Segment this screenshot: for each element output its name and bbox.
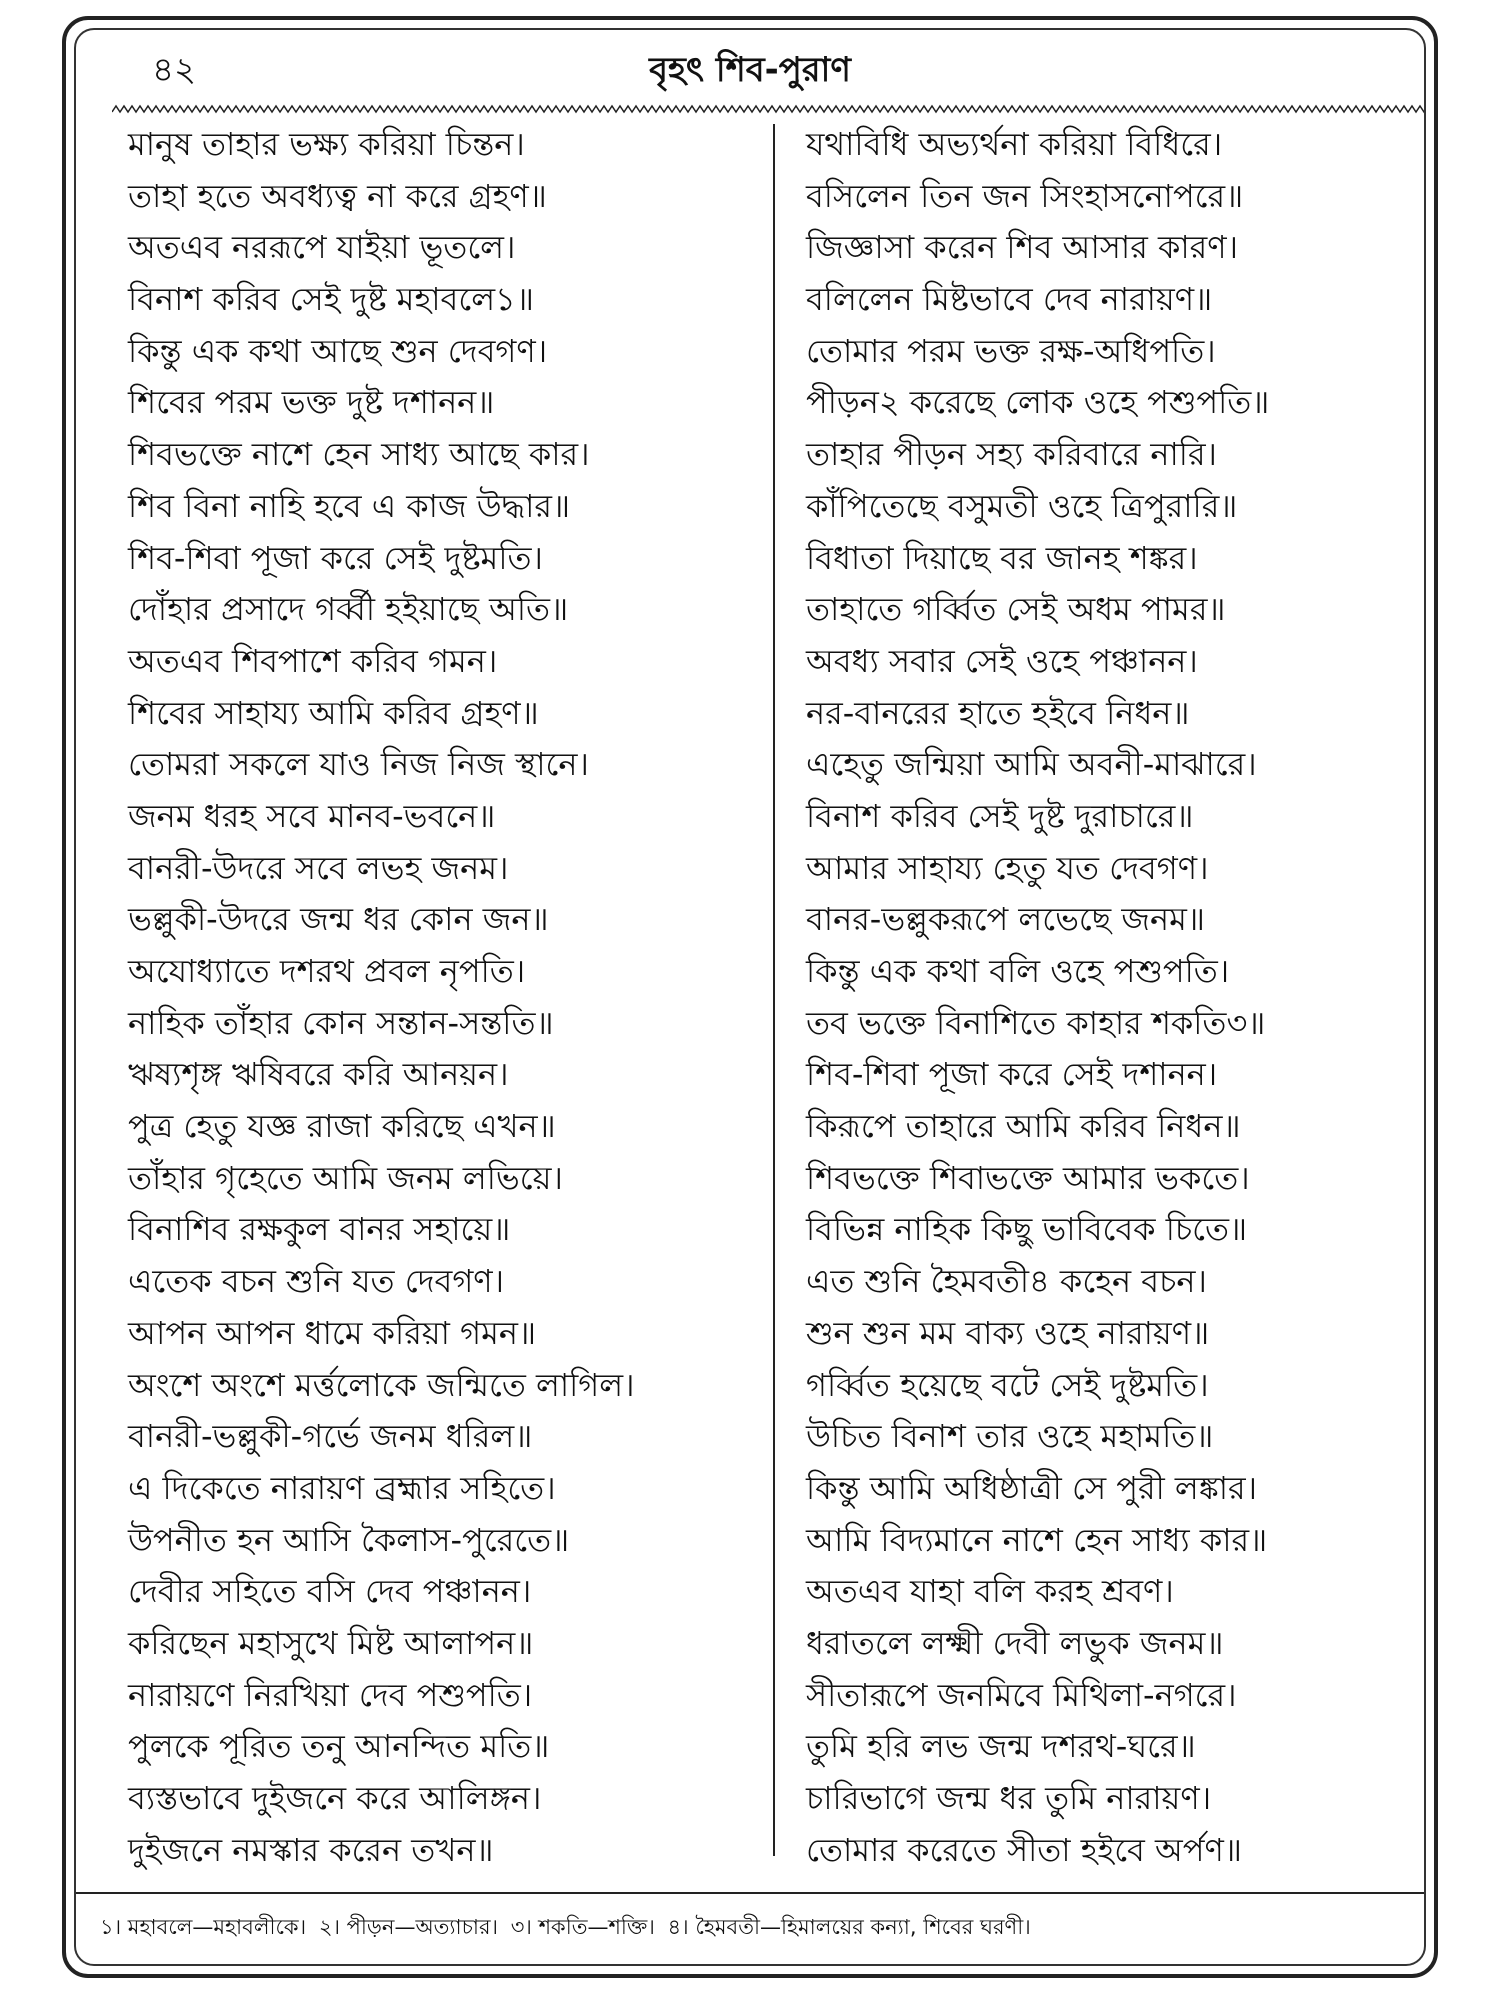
verse-line: শিবের সাহায্য আমি করিব গ্রহণ॥ — [128, 693, 539, 732]
verse-line: কিরূপে তাহারে আমি করিব নিধন॥ — [806, 1107, 1241, 1146]
verse-line: ভল্লুকী-উদরে জন্ম ধর কোন জন॥ — [128, 900, 549, 939]
footnote-1: ১। মহাবলে—মহাবলীকে। — [100, 1915, 307, 1939]
verse-line: জিজ্ঞাসা করেন শিব আসার কারণ। — [806, 228, 1239, 267]
verse-line: শিবভক্তে নাশে হেন সাধ্য আছে কার। — [128, 435, 590, 474]
verse-line: তুমি হরি লভ জন্ম দশরথ-ঘরে॥ — [806, 1727, 1196, 1766]
verse-line: বানরী-ভল্লুকী-গর্ভে জনম ধরিল॥ — [128, 1417, 533, 1456]
verse-line: চারিভাগে জন্ম ধর তুমি নারায়ণ। — [806, 1779, 1212, 1817]
verse-line: আপন আপন ধামে করিয়া গমন॥ — [128, 1313, 537, 1352]
verse-line: কিন্তু এক কথা বলি ওহে পশুপতি। — [806, 952, 1230, 990]
verse-line: গর্ব্বিত হয়েছে বটে সেই দুষ্টমতি। — [806, 1365, 1209, 1404]
verse-line: বিধাতা দিয়াছে বর জানহ শঙ্কর। — [806, 538, 1198, 577]
verse-line: কিন্তু আমি অধিষ্ঠাত্রী সে পুরী লঙ্কার। — [806, 1468, 1258, 1507]
verse-line: এতেক বচন শুনি যত দেবগণ। — [128, 1262, 505, 1301]
verse-line: তাহার পীড়ন সহ্য করিবারে নারি। — [806, 435, 1217, 474]
verse-line: শিব বিনা নাহি হবে এ কাজ উদ্ধার॥ — [128, 486, 571, 525]
verse-line: অংশে অংশে মর্ত্তলোকে জন্মিতে লাগিল। — [128, 1365, 635, 1404]
verse-line: আমার সাহায্য হেতু যত দেবগণ। — [806, 848, 1209, 887]
verse-line: ঋষ্যশৃঙ্গ ঋষিবরে করি আনয়ন। — [128, 1055, 509, 1094]
verse-line: বিনাশ করিব সেই দুষ্ট মহাবলে১॥ — [128, 280, 534, 319]
verse-line: করিছেন মহাসুখে মিষ্ট আলাপন॥ — [128, 1623, 534, 1662]
verse-line: মানুষ তাহার ভক্ষ্য করিয়া চিন্তন। — [128, 125, 525, 163]
verse-line: শিব-শিবা পূজা করে সেই দুষ্টমতি। — [128, 538, 543, 577]
verse-line: দুইজনে নমস্কার করেন তখন॥ — [128, 1830, 494, 1869]
footnotes — [100, 1912, 1416, 1942]
verse-line: শিব-শিবা পূজা করে সেই দশানন। — [806, 1055, 1218, 1094]
verse-line: বানরী-উদরে সবে লভহ জনম। — [128, 848, 509, 887]
footnote-4: ৪। হৈমবতী—হিমালয়ের কন্যা, শিবের ঘরণী। — [667, 1915, 1031, 1939]
verse-line: বিনাশিব রক্ষকুল বানর সহায়ে॥ — [128, 1210, 511, 1249]
verse-line: বিভিন্ন নাহিক কিছু ভাবিবেক চিতে॥ — [806, 1210, 1248, 1249]
verse-line: শিবের পরম ভক্ত দুষ্ট দশানন॥ — [128, 383, 495, 422]
verse-line: জনম ধরহ সবে মানব-ভবনে॥ — [128, 796, 496, 835]
verse-line: তোমার পরম ভক্ত রক্ষ-অধিপতি। — [806, 331, 1216, 370]
left-verse-column — [128, 122, 748, 1872]
verse-line: বলিলেন মিষ্টভাবে দেব নারায়ণ॥ — [806, 280, 1213, 319]
verse-line: ব্যস্তভাবে দুইজনে করে আলিঙ্গন। — [128, 1779, 542, 1817]
verse-line: এহেতু জন্মিয়া আমি অবনী-মাঝারে। — [806, 745, 1257, 784]
verse-line: অতএব যাহা বলি করহ শ্রবণ। — [806, 1572, 1174, 1611]
verse-line: শিবভক্তে শিবাভক্তে আমার ভকতে। — [806, 1158, 1250, 1197]
verse-line: এত শুনি হৈমবতী৪ কহেন বচন। — [806, 1262, 1207, 1301]
right-verse-column — [806, 122, 1418, 1872]
verse-line: বিনাশ করিব সেই দুষ্ট দুরাচারে॥ — [806, 796, 1194, 835]
verse-line: তাহাতে গর্ব্বিত সেই অধম পামর॥ — [806, 590, 1226, 629]
verse-line: তাঁহার গৃহেতে আমি জনম লভিয়ে। — [128, 1158, 563, 1197]
verse-line: পুলকে পূরিত তনু আনন্দিত মতি॥ — [128, 1727, 550, 1766]
verse-line: কিন্তু এক কথা আছে শুন দেবগণ। — [128, 331, 548, 370]
verse-line: নর-বানরের হাতে হইবে নিধন॥ — [806, 693, 1190, 732]
verse-line: তাহা হতে অবধ্যত্ব না করে গ্রহণ॥ — [128, 176, 547, 215]
verse-line: পীড়ন২ করেছে লোক ওহে পশুপতি॥ — [806, 383, 1270, 422]
verse-line: অতএব নররূপে যাইয়া ভূতলে। — [128, 228, 516, 267]
verse-line: পুত্র হেতু যজ্ঞ রাজা করিছে এখন॥ — [128, 1107, 556, 1146]
verse-line: উচিত বিনাশ তার ওহে মহামতি॥ — [806, 1417, 1214, 1456]
verse-line: অবধ্য সবার সেই ওহে পঞ্চানন। — [806, 641, 1198, 680]
verse-line: নারায়ণে নিরখিয়া দেব পশুপতি। — [128, 1675, 533, 1714]
verse-line: ধরাতলে লক্ষ্মী দেবী লভুক জনম॥ — [806, 1623, 1224, 1662]
verse-line: আমি বিদ্যমানে নাশে হেন সাধ্য কার॥ — [806, 1520, 1268, 1559]
verse-line: কাঁপিতেছে বসুমতী ওহে ত্রিপুরারি॥ — [806, 486, 1238, 525]
verse-line: অযোধ্যাতে দশরথ প্রবল নৃপতি। — [128, 952, 526, 990]
verse-line: যথাবিধি অভ্যর্থনা করিয়া বিধিরে। — [806, 125, 1223, 163]
footnote-divider — [76, 1892, 1424, 1894]
verse-line: দোঁহার প্রসাদে গর্ব্বী হইয়াছে অতি॥ — [128, 590, 569, 629]
verse-line: তোমার করেতে সীতা হইবে অর্পণ॥ — [806, 1830, 1242, 1869]
verse-line: অতএব শিবপাশে করিব গমন। — [128, 641, 498, 680]
column-divider — [773, 124, 775, 1856]
verse-line: শুন শুন মম বাক্য ওহে নারায়ণ॥ — [806, 1313, 1210, 1352]
page-number: ৪২ — [152, 50, 197, 90]
footnote-2: ২। পীড়ন—অত্যাচার। — [318, 1915, 499, 1939]
page-title: বৃহৎ শিব-পুরাণ — [649, 50, 851, 90]
footnote-3: ৩। শকতি—শক্তি। — [510, 1915, 655, 1939]
decorative-zigzag-rule — [112, 104, 1424, 114]
verse-line: তব ভক্তে বিনাশিতে কাহার শকতি৩॥ — [806, 1003, 1266, 1042]
verse-line: বানর-ভল্লুকরূপে লভেছে জনম॥ — [806, 900, 1205, 939]
verse-line: এ দিকেতে নারায়ণ ব্রহ্মার সহিতে। — [128, 1468, 556, 1507]
verse-line: দেবীর সহিতে বসি দেব পঞ্চানন। — [128, 1572, 532, 1611]
verse-line: বসিলেন তিন জন সিংহাসনোপরে॥ — [806, 176, 1244, 215]
verse-line: নাহিক তাঁহার কোন সন্তান-সন্ততি॥ — [128, 1003, 554, 1042]
verse-line: তোমরা সকলে যাও নিজ নিজ স্থানে। — [128, 745, 589, 784]
verse-line: উপনীত হন আসি কৈলাস-পুরেতে॥ — [128, 1520, 570, 1559]
verse-line: সীতারূপে জনমিবে মিথিলা-নগরে। — [806, 1675, 1237, 1714]
